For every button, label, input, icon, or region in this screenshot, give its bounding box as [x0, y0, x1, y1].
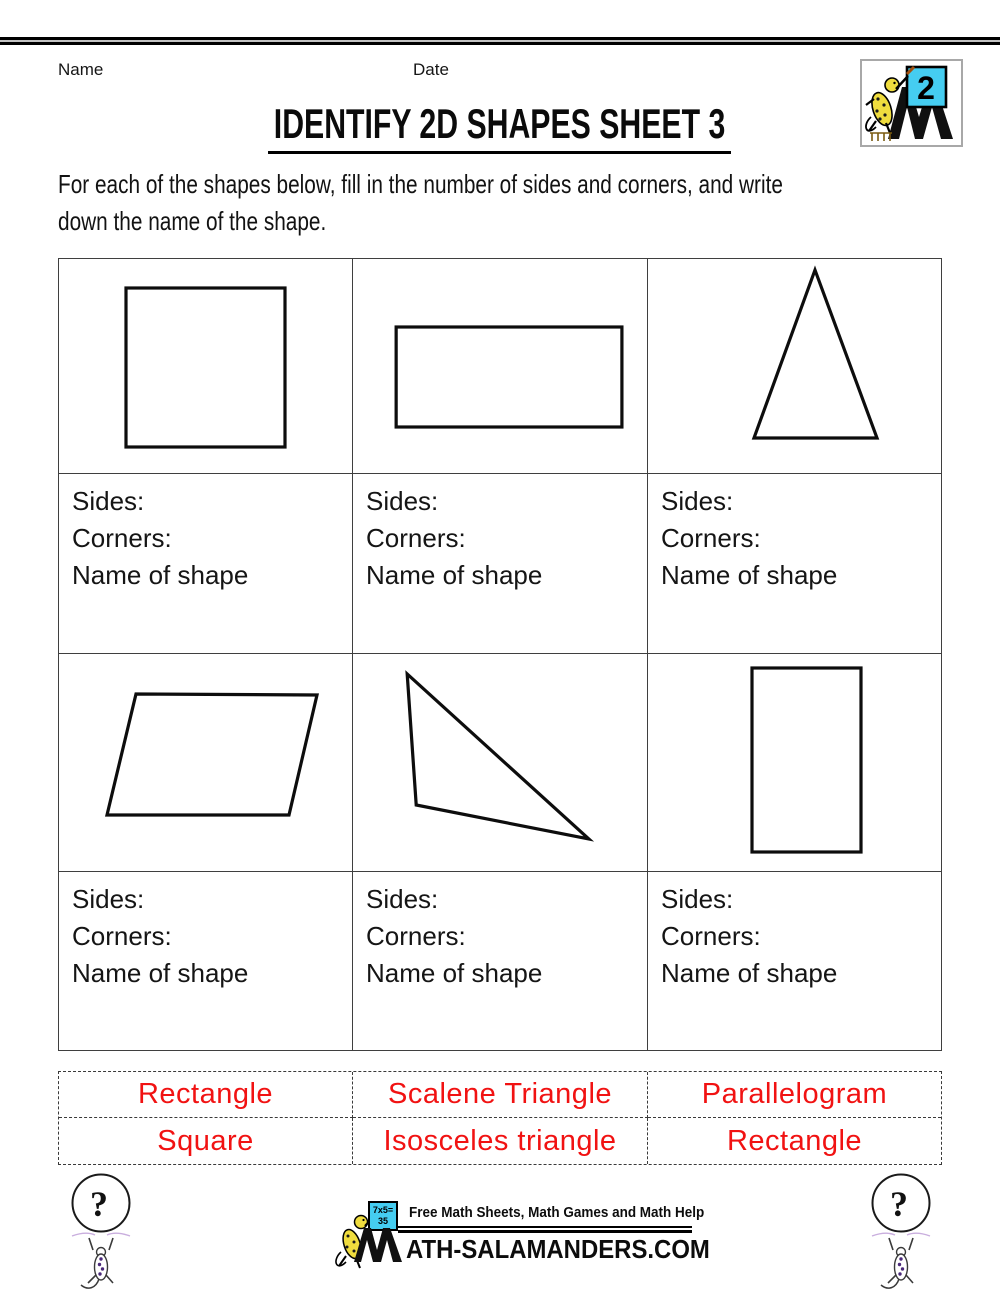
question-badge-graphic [66, 1172, 136, 1292]
shape-cell-scalene-triangle [353, 654, 648, 872]
name-of-shape-label: Name of shape [72, 958, 249, 988]
question-badge-left [66, 1172, 136, 1292]
name-of-shape-label: Name of shape [661, 958, 838, 988]
answer-area-5 [353, 872, 648, 1050]
math-salamanders-footer-logo [332, 1196, 710, 1276]
sides-label: Sides: [661, 486, 734, 516]
shapes-table [58, 258, 942, 1051]
shape-cell-parallelogram [59, 654, 353, 872]
answer-area-2 [353, 474, 648, 654]
corners-label: Corners: [72, 921, 172, 951]
hanging-salamander-icon [881, 1238, 913, 1288]
tall-rectangle-drawing [648, 654, 941, 871]
site-name: ATH-SALAMANDERS.COM [406, 1234, 710, 1264]
instructions [58, 166, 964, 240]
answer-area-1 [59, 474, 353, 654]
parallelogram-drawing [59, 654, 352, 871]
shape-cell-rectangle [353, 259, 648, 474]
corners-label: Corners: [366, 523, 466, 553]
instructions-line-1: For each of the shapes below, fill in the number of sides and corners, and write [58, 169, 783, 199]
sides-label: Sides: [366, 884, 439, 914]
answer-area-4 [59, 872, 353, 1050]
salamander-head [885, 78, 899, 92]
sides-label: Sides: [72, 884, 145, 914]
corners-label: Corners: [661, 523, 761, 553]
name-of-shape-label: Name of shape [366, 958, 543, 988]
footer-tagline: Free Math Sheets, Math Games and Math Help [409, 1205, 705, 1221]
card-number: 2 [917, 70, 935, 106]
parallelogram-shape [107, 694, 317, 815]
isosceles-triangle-drawing [648, 259, 941, 473]
corners-label: Corners: [366, 921, 466, 951]
board-line-2: 35 [377, 1216, 388, 1226]
shape-cell-tall-rectangle [648, 654, 941, 872]
answer-area-6 [648, 872, 941, 1050]
title-row [0, 102, 1000, 154]
shape-cell-isosceles-triangle [648, 259, 941, 474]
bank-word-rectangle-2: Rectangle [726, 1124, 863, 1157]
bank-word-parallelogram: Parallelogram [648, 1072, 941, 1118]
name-of-shape-label: Name of shape [72, 560, 249, 590]
rectangle-shape [396, 327, 622, 427]
question-badge-right [866, 1172, 936, 1292]
logo-rule-thin [398, 1226, 692, 1228]
multiplication-board [368, 1201, 398, 1231]
tall-rectangle-shape [752, 668, 861, 852]
question-mark: ? [890, 1184, 908, 1224]
sides-label: Sides: [72, 486, 145, 516]
page-title: IDENTIFY 2D SHAPES SHEET 3 [268, 102, 731, 154]
name-of-shape-label: Name of shape [366, 560, 543, 590]
logo-rule-thick [398, 1230, 692, 1233]
date-label: Date [413, 60, 449, 79]
square-shape [126, 288, 285, 447]
square-drawing [59, 259, 352, 473]
board-line-1: 7x5= [372, 1205, 394, 1215]
name-of-shape-label: Name of shape [661, 560, 838, 590]
salamander-eye [893, 82, 895, 84]
corners-label: Corners: [661, 921, 761, 951]
question-badge-graphic [866, 1172, 936, 1292]
bank-word-isosceles-triangle: Isosceles triangle [353, 1118, 648, 1164]
sides-label: Sides: [661, 884, 734, 914]
corners-label: Corners: [72, 523, 172, 553]
top-divider-line-2 [0, 42, 1000, 45]
bank-word-rectangle: Rectangle [59, 1072, 353, 1118]
isosceles-triangle-shape [754, 270, 877, 438]
name-label: Name [58, 60, 104, 79]
hanging-salamander-icon [81, 1238, 113, 1288]
scalene-triangle-drawing [353, 654, 647, 871]
question-mark: ? [90, 1184, 108, 1224]
swish-lines [872, 1233, 930, 1236]
m-logo-icon [354, 1228, 406, 1262]
shape-cell-square [59, 259, 353, 474]
bank-word-scalene-triangle: Scalene Triangle [353, 1072, 648, 1118]
answer-area-3 [648, 474, 941, 654]
bank-word-square: Square [59, 1118, 353, 1164]
scalene-triangle-shape [407, 674, 589, 839]
swish-lines [72, 1233, 130, 1236]
sides-label: Sides: [366, 486, 439, 516]
instructions-line-2: down the name of the shape. [58, 206, 327, 236]
rectangle-drawing [353, 259, 647, 473]
answer-word-bank [58, 1071, 942, 1165]
